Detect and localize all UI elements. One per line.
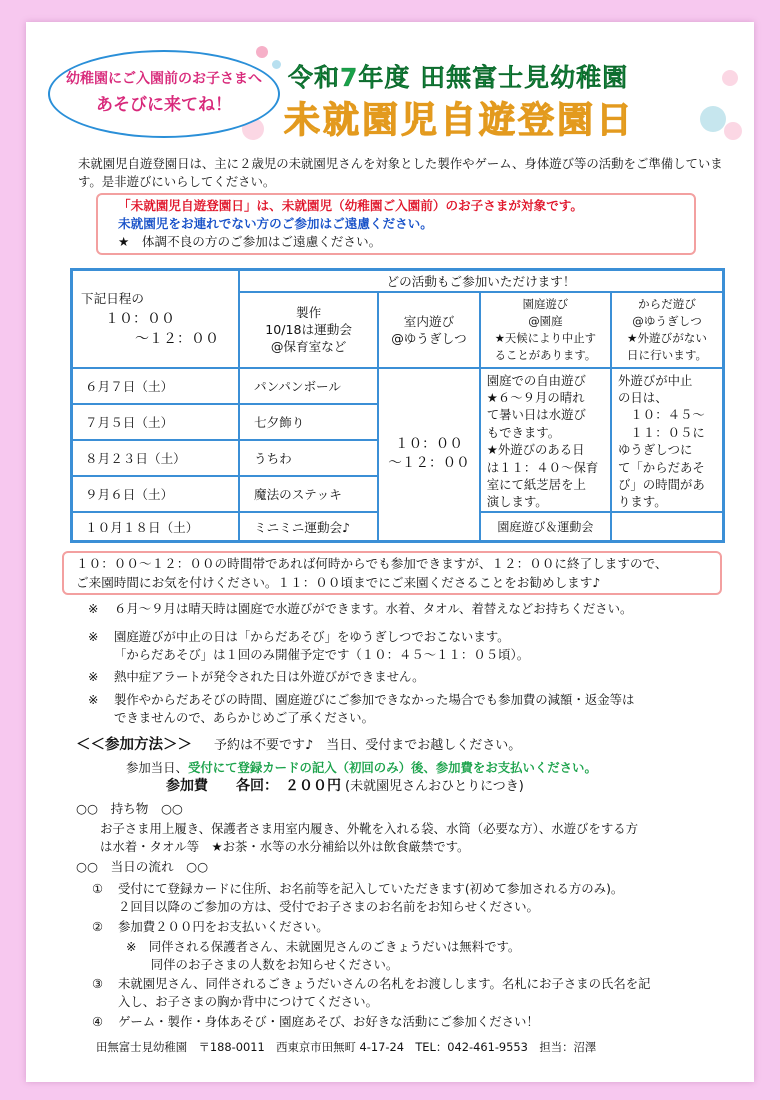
time-note-line2: ご来園時間にお気を付けください。１１：００頃までにご来園くださることをお勧めします♪: [76, 575, 601, 590]
body-title: からだ遊び: [638, 296, 696, 311]
body-note2: 日に行います。: [626, 347, 708, 362]
time-note-line1: １０：００～１２：００の時間帯であれば何時からでも参加できますが、１２：００に終了しますので、: [76, 556, 668, 571]
note-item: [88, 668, 728, 686]
step-text: 参加費２００円をお支払いください。: [118, 919, 329, 934]
intro-text: 未就園児自遊登園日は、主に２歳児の未就園児さんを対象とした製作やゲーム、身体遊び等の活動をご準備しています。是非遊びにいらしてください。: [78, 156, 723, 189]
flow-step: [92, 880, 732, 916]
fee-note: (未就園児さんおひとりにつき): [345, 779, 524, 794]
garden-title: 園庭遊び: [522, 296, 569, 311]
method-day-prefix: 参加当日、: [126, 760, 188, 775]
body-text: て「からだあそ: [618, 459, 705, 475]
method-day: [126, 759, 746, 777]
garden-text: 園庭での自由遊び: [486, 372, 586, 388]
schedule-label-cell: [72, 270, 239, 368]
notice-line2: 未就園児をお連れでない方のご参加はご遠慮ください。: [118, 216, 433, 231]
note-text: ６月～９月は晴天時は園庭で水遊びができます。水着、タオル、着替えなどお持ちください。: [114, 601, 633, 616]
body-text: １０：４５～: [618, 407, 705, 423]
body-text: 外遊びが中止: [618, 372, 693, 388]
date-cell: ８月２３日（土）: [72, 440, 239, 476]
flow-heading: ○○ 当日の流れ ○○: [76, 859, 209, 874]
body-note1: ★外遊びがない: [627, 330, 707, 345]
craft-note: 10/18は運動会: [265, 322, 352, 337]
note-mark: ※: [88, 629, 99, 644]
step-text: 入し、お子さまの胸か背中につけてください。: [118, 994, 378, 1009]
fee-line: [166, 777, 746, 796]
step-text: 受付にて登録カードに住所、お名前等を記入していただきます(初めて参加される方のみ)。: [118, 881, 624, 896]
method-no-reservation: 予約は不要です♪ 当日、受付までお越しください。: [214, 738, 522, 753]
craft-cell: パンパンボール: [239, 368, 378, 404]
craft-cell: 魔法のステッキ: [239, 476, 378, 512]
notice-box: [96, 193, 696, 255]
footer-contact: 田無富士見幼稚園 〒188-0011 西東京市田無町 4-17-24 TEL：042-461-9553 担当：沼澤: [96, 1040, 597, 1054]
decor-dot: [256, 46, 268, 58]
body-text: ります。: [618, 494, 667, 510]
garden-place: @園庭: [528, 313, 563, 328]
garden-text: 演します。: [486, 494, 548, 510]
flow-step-subnote: [126, 938, 726, 974]
col-indoor-header: [378, 292, 479, 368]
step-text: 未就園児さん、同伴されるごきょうだいさんの名札をお渡しします。名札にお子さまの氏名を記: [118, 976, 651, 991]
note-text: 製作やからだあそびの時間、園庭遊びにご参加できなかった場合でも参加費の減額・返金等は: [114, 692, 635, 707]
items-line1: お子さま用上履き、保護者さま用室内履き、外靴を入れる袋、水筒（必要な方）、水遊びをする方: [100, 821, 638, 836]
flow-step: [92, 918, 732, 936]
schedule-time1: １０：００: [105, 310, 175, 327]
items-line2: は水着・タオル等 ★お茶・水等の水分補給以外は飲食厳禁です。: [100, 839, 470, 854]
garden-note2: ることがあります。: [494, 347, 597, 362]
schedule-label: 下記日程の: [81, 290, 144, 306]
note-mark: ※: [88, 669, 99, 684]
garden-note1: ★天候により中止す: [494, 330, 597, 345]
date-cell: ７月５日（土）: [72, 404, 239, 440]
step-text: ※ 同伴される保護者さん、未就園児さんのごきょうだいは無料です。: [126, 939, 521, 954]
step-number: ③: [92, 976, 104, 991]
indoor-place: @ゆうぎしつ: [391, 330, 467, 346]
garden-text-cell: [480, 368, 611, 512]
indoor-title: 室内遊び: [403, 313, 455, 329]
method-section: [76, 736, 736, 755]
garden-text: は１１：４０～保育: [486, 459, 599, 475]
any-activity-header: どの活動もご参加いただけます！: [239, 270, 724, 292]
bubble-line2: あそびに来てね！: [96, 95, 232, 115]
garden-text: もできます。: [486, 424, 561, 440]
garden-text: 室にて紙芝居を上: [486, 476, 586, 492]
note-item: [88, 600, 728, 618]
step-number: ④: [92, 1014, 104, 1029]
garden-text: ★外遊びのある日: [486, 442, 585, 458]
method-heading: ＜＜参加方法＞＞: [76, 737, 192, 753]
craft-cell: ミニミニ運動会♪: [239, 512, 378, 542]
body-place: @ゆうぎしつ: [632, 313, 702, 328]
step-number: ①: [92, 881, 104, 896]
note-text: できませんので、あらかじめご了承ください。: [114, 710, 374, 725]
indoor-time1: １０：００: [395, 436, 463, 453]
note-item: [88, 628, 728, 664]
garden-last-cell: 園庭遊び＆運動会: [480, 512, 611, 542]
body-text: の日は、: [618, 389, 668, 405]
step-text: ２回目以降のご参加の方は、受付でお子さまのお名前をお知らせください。: [118, 899, 539, 914]
flow-step: [92, 975, 732, 1011]
bubble-line1: 幼稚園にご入園前のお子さまへ: [66, 71, 262, 87]
date-cell: ６月７日（土）: [72, 368, 239, 404]
body-text-cell: [611, 368, 723, 512]
notice-line3: ★ 体調不良の方のご参加はご遠慮ください。: [118, 234, 382, 249]
note-text: 「からだあそび」は１回のみ開催予定です（１０：４５～１１：０５頃）。: [114, 647, 530, 662]
items-heading: ○○ 持ち物 ○○: [76, 801, 183, 816]
note-text: 熱中症アラートが発令された日は外遊びができません。: [114, 669, 425, 684]
speech-bubble: [48, 50, 280, 138]
fee-value: 各回： ２００円: [236, 778, 341, 794]
flow-step: [92, 1013, 732, 1031]
items-body: [100, 820, 730, 856]
schedule-table: [70, 268, 725, 543]
body-text: １１：０５に: [618, 424, 705, 440]
note-text: 園庭遊びが中止の日は「からだあそび」をゆうぎしつでおこないます。: [114, 629, 510, 644]
date-cell: １０月１８日（土）: [72, 512, 239, 542]
note-item: [88, 691, 728, 727]
garden-text: ★６～９月の晴れ: [486, 389, 585, 405]
fee-label: 参加費: [166, 778, 208, 794]
time-note-box: [62, 551, 722, 595]
step-number: ②: [92, 919, 104, 934]
note-mark: ※: [88, 601, 99, 616]
notice-line1: 「未就園児自遊登園日」は、未就園児（幼稚園ご入園前）のお子さまが対象です。: [118, 198, 583, 213]
col-craft-header: [239, 292, 378, 368]
date-cell: ９月６日（土）: [72, 476, 239, 512]
craft-cell: 七夕飾り: [239, 404, 378, 440]
note-mark: ※: [88, 692, 99, 707]
body-text: び」の時間があ: [618, 476, 705, 492]
craft-place: @保育室など: [270, 339, 347, 354]
body-text: ゆうぎしつに: [618, 442, 693, 458]
indoor-time-cell: [378, 368, 479, 542]
indoor-time2: ～１２：００: [388, 455, 470, 472]
garden-text: て暑い日は水遊び: [486, 407, 586, 423]
method-day-instruction: 受付にて登録カードの記入（初回のみ）後、参加費をお支払いください。: [187, 760, 597, 775]
event-title: 未就園児自遊登園日: [284, 100, 636, 141]
step-text: 同伴のお子さまの人数をお知らせください。: [126, 957, 399, 972]
craft-title: 製作: [296, 305, 322, 320]
col-garden-header: [480, 292, 611, 368]
craft-cell: うちわ: [239, 440, 378, 476]
school-title: 令和7年度 田無富士見幼稚園: [288, 63, 629, 92]
body-last-cell: [611, 512, 723, 542]
col-body-header: [611, 292, 723, 368]
schedule-time2: ～１２：００: [135, 330, 219, 347]
step-text: ゲーム・製作・身体あそび・園庭あそび、お好きな活動にご参加ください！: [118, 1014, 539, 1029]
